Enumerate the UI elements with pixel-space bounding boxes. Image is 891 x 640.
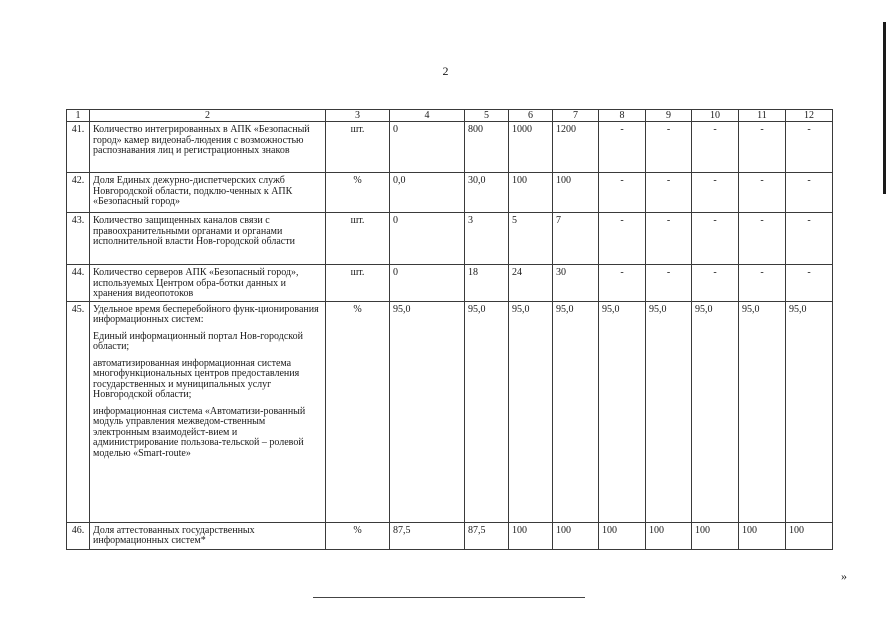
indicator-description — [90, 522, 326, 549]
value-cell: - — [646, 213, 692, 265]
unit-cell: % — [326, 173, 390, 213]
description-text: автоматизированная информационная система многофункциональных центров предоставления государственных и муниципальных услуг Новгородской области; — [93, 357, 300, 400]
unit-cell: шт. — [326, 213, 390, 265]
value-cell: - — [786, 173, 833, 213]
indicator-description — [90, 213, 326, 265]
value-cell: 100 — [509, 173, 553, 213]
value-cell: 3 — [465, 213, 509, 265]
value-cell: 95,0 — [509, 301, 553, 522]
header-cell: 1 — [67, 110, 90, 122]
value-cell: 95,0 — [786, 301, 833, 522]
description-text: информационная система «Автоматизи-рованный модуль управления межведом-ственным электронным взаимодейст-вием и администрирование пользова-тельской – ролевой моделью «Smart-route» — [93, 405, 306, 459]
value-cell: 100 — [692, 522, 739, 549]
header-cell: 2 — [90, 110, 326, 122]
value-cell: - — [739, 213, 786, 265]
header-cell: 6 — [509, 110, 553, 122]
description-text: Количество серверов АПК «Безопасный город», используемых Центром обра-ботки данных и хранения видеопотоков — [93, 267, 299, 299]
value-cell: 95,0 — [646, 301, 692, 522]
header-cell: 4 — [390, 110, 465, 122]
value-cell: - — [739, 265, 786, 302]
value-cell: 0 — [390, 213, 465, 265]
value-cell: 1200 — [553, 122, 599, 173]
indicator-description — [90, 265, 326, 302]
indicator-description — [90, 173, 326, 213]
header-cell: 9 — [646, 110, 692, 122]
description-text: Количество защищенных каналов связи с правоохранительными органами и органами исполнительной власти Нов-городской области — [93, 215, 295, 247]
header-cell: 5 — [465, 110, 509, 122]
value-cell: 100 — [786, 522, 833, 549]
value-cell: 95,0 — [390, 301, 465, 522]
table-row — [67, 522, 833, 549]
value-cell: - — [692, 173, 739, 213]
value-cell: 95,0 — [465, 301, 509, 522]
table-row — [67, 265, 833, 302]
value-cell: 100 — [646, 522, 692, 549]
value-cell: 100 — [739, 522, 786, 549]
value-cell: 24 — [509, 265, 553, 302]
header-cell: 8 — [599, 110, 646, 122]
value-cell: 95,0 — [599, 301, 646, 522]
table-row — [67, 213, 833, 265]
value-cell: 800 — [465, 122, 509, 173]
value-cell: 100 — [599, 522, 646, 549]
header-cell: 11 — [739, 110, 786, 122]
row-number: 45. — [67, 301, 90, 522]
value-cell: 0 — [390, 122, 465, 173]
value-cell: - — [599, 265, 646, 302]
description-text: Удельное время бесперебойного функ-ционирования информационных систем: — [93, 303, 319, 325]
indicator-description — [90, 301, 326, 522]
value-cell: - — [692, 265, 739, 302]
value-cell: 87,5 — [390, 522, 465, 549]
header-cell: 10 — [692, 110, 739, 122]
value-cell: 87,5 — [465, 522, 509, 549]
footer-rule — [313, 597, 585, 598]
table-row — [67, 301, 833, 522]
value-cell: 100 — [553, 173, 599, 213]
value-cell: 30,0 — [465, 173, 509, 213]
value-cell: 95,0 — [692, 301, 739, 522]
value-cell: 5 — [509, 213, 553, 265]
value-cell: 1000 — [509, 122, 553, 173]
value-cell: 7 — [553, 213, 599, 265]
value-cell: - — [786, 122, 833, 173]
value-cell: - — [692, 213, 739, 265]
unit-cell: шт. — [326, 265, 390, 302]
description-text: Доля Единых дежурно-диспетчерских служб Новгородской области, подклю-ченных к АПК «Безопасный город» — [93, 175, 293, 207]
closing-quote: » — [841, 569, 847, 583]
value-cell: 0,0 — [390, 173, 465, 213]
description-text: Единый информационный портал Нов-городской области; — [93, 330, 303, 352]
value-cell: 0 — [390, 265, 465, 302]
row-number: 43. — [67, 213, 90, 265]
value-cell: 30 — [553, 265, 599, 302]
header-cell: 3 — [326, 110, 390, 122]
value-cell: - — [646, 265, 692, 302]
value-cell: 95,0 — [739, 301, 786, 522]
value-cell: - — [739, 173, 786, 213]
page-number: 2 — [442, 64, 449, 78]
table-body — [67, 110, 833, 550]
unit-cell: % — [326, 301, 390, 522]
value-cell: - — [646, 173, 692, 213]
page-edge-bar — [883, 22, 886, 194]
value-cell: 18 — [465, 265, 509, 302]
value-cell: - — [692, 122, 739, 173]
header-row — [67, 110, 833, 122]
value-cell: - — [786, 213, 833, 265]
header-cell: 12 — [786, 110, 833, 122]
row-number: 46. — [67, 522, 90, 549]
table-row — [67, 173, 833, 213]
value-cell: - — [599, 173, 646, 213]
table-row — [67, 122, 833, 173]
unit-cell: шт. — [326, 122, 390, 173]
indicators-table — [66, 109, 833, 550]
value-cell: - — [739, 122, 786, 173]
value-cell: 100 — [509, 522, 553, 549]
value-cell: - — [599, 122, 646, 173]
row-number: 44. — [67, 265, 90, 302]
indicator-description — [90, 122, 326, 173]
row-number: 41. — [67, 122, 90, 173]
description-text: Количество интегрированных в АПК «Безопасный город» камер видеонаб-людения с возможностью распознавания лиц и регистрационных знаков — [93, 124, 310, 156]
header-cell: 7 — [553, 110, 599, 122]
value-cell: 100 — [553, 522, 599, 549]
value-cell: - — [646, 122, 692, 173]
value-cell: - — [599, 213, 646, 265]
value-cell: - — [786, 265, 833, 302]
description-text: Доля аттестованных государственных информационных систем* — [93, 524, 255, 546]
row-number: 42. — [67, 173, 90, 213]
unit-cell: % — [326, 522, 390, 549]
value-cell: 95,0 — [553, 301, 599, 522]
